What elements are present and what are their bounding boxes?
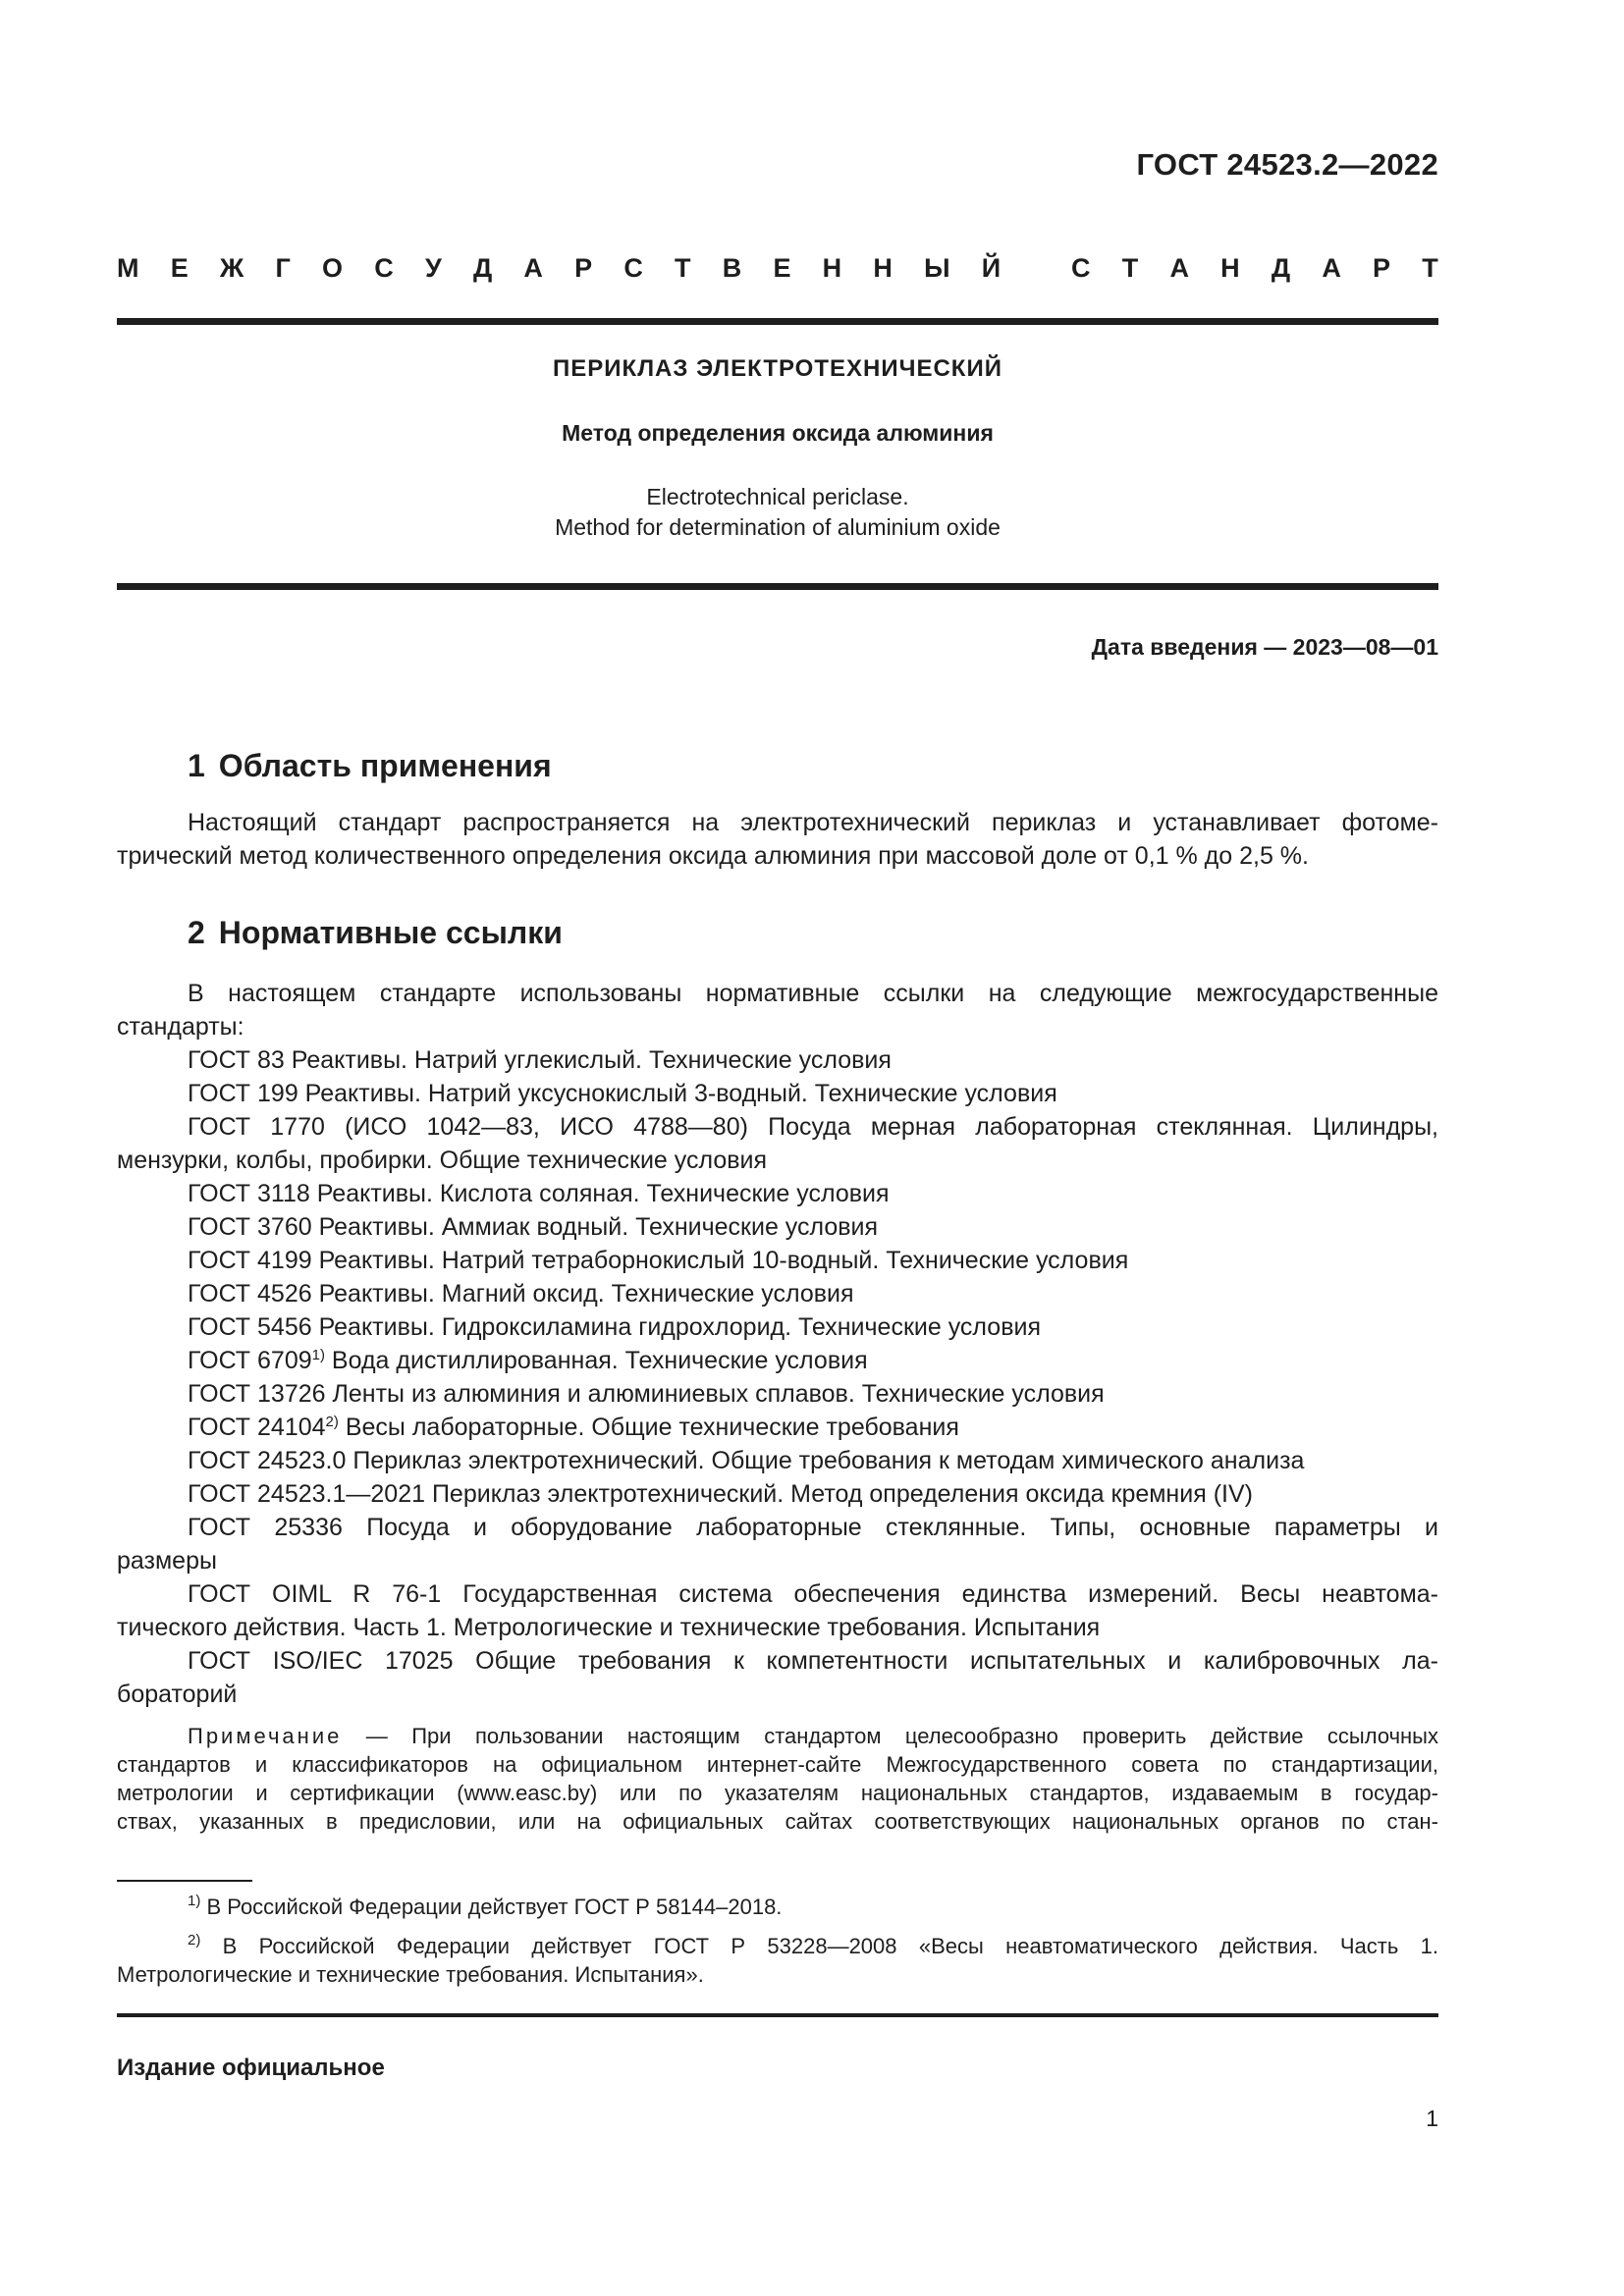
- heading-letter: С: [374, 253, 394, 283]
- section-1-heading: [188, 748, 552, 784]
- reference-item: ГОСТ 5456 Реактивы. Гидроксиламина гидрохлорид. Технические условия: [188, 1313, 1041, 1341]
- reference-item-continuation: бораторий: [117, 1681, 238, 1708]
- english-title-line2: Method for determination of aluminium oxide: [555, 514, 1001, 540]
- english-title-line1: Electrotechnical periclase.: [646, 484, 909, 509]
- reference-item: [188, 1344, 1438, 1377]
- reference-item: ГОСТ 4199 Реактивы. Натрий тетраборнокислый 10-водный. Технические условия: [188, 1247, 1129, 1274]
- document-title: ПЕРИКЛАЗ ЭЛЕКТРОТЕХНИЧЕСКИЙ: [553, 355, 1002, 382]
- reference-code: ГОСТ 24104: [188, 1414, 326, 1441]
- heading-letter: Е: [170, 253, 189, 283]
- footnote-2-continuation: Метрологические и технические требования. Испытания».: [117, 1962, 704, 1987]
- heading-letter: У: [424, 253, 442, 283]
- heading-letter: Н: [873, 253, 893, 283]
- heading-letter: Ы: [924, 253, 950, 283]
- reference-item: ГОСТ OIML R 76-1 Государственная система обеспечения единства измерений. Весы неавтома-: [188, 1580, 1438, 1608]
- heading-letter: А: [1322, 253, 1341, 283]
- reference-item: ГОСТ 24523.1—2021 Периклаз электротехнический. Метод определения оксида кремния (IV): [188, 1480, 1253, 1508]
- heading-letter: Ж: [219, 253, 244, 283]
- footnote-1: [188, 1893, 1438, 1921]
- reference-item: ГОСТ 4526 Реактивы. Магний оксид. Технические условия: [188, 1280, 854, 1308]
- reference-item-continuation: мензурки, колбы, пробирки. Общие технические условия: [117, 1147, 768, 1174]
- heading-letter: Т: [675, 253, 691, 283]
- footnote-marker: 2): [188, 1932, 201, 1949]
- reference-item: ГОСТ 83 Реактивы. Натрий углекислый. Технические условия: [188, 1046, 892, 1074]
- introduction-date: Дата введения — 2023—08—01: [1091, 634, 1438, 660]
- title-bottom-rule: [117, 583, 1438, 590]
- reference-title: Вода дистиллированная. Технические условия: [324, 1347, 868, 1374]
- note-line: метрологии и сертификации (www.easc.by) или по указателям национальных стандартов, издаваемым в государ-: [117, 1781, 1438, 1805]
- note-line: ствах, указанных в предисловии, или на официальных сайтах соответствующих национальных органов по стан-: [117, 1809, 1438, 1834]
- heading-letter: С: [1071, 253, 1091, 283]
- standard-type-heading: [117, 253, 1438, 284]
- section-title: Нормативные ссылки: [218, 915, 563, 950]
- reference-item-continuation: размеры: [117, 1547, 217, 1575]
- heading-letter: Й: [981, 253, 1001, 283]
- reference-item-continuation: тического действия. Часть 1. Метрологические и технические требования. Испытания: [117, 1614, 1101, 1641]
- note-text: — При пользовании настоящим стандартом целесообразно проверить действие ссылочных: [342, 1724, 1438, 1748]
- note-line: стандартов и классификаторов на официальном интернет-сайте Межгосударственного совета по стандартизации,: [117, 1752, 1438, 1777]
- edition-label: Издание официальное: [117, 2055, 385, 2081]
- document-subtitle: Метод определения оксида алюминия: [562, 420, 994, 446]
- heading-letter: Р: [1373, 253, 1391, 283]
- heading-letter: А: [1169, 253, 1189, 283]
- footer-rule: [117, 2013, 1438, 2017]
- heading-letter: Е: [773, 253, 791, 283]
- section-title: Область применения: [218, 748, 552, 783]
- standard-number: ГОСТ 24523.2—2022: [1136, 147, 1438, 182]
- section-2-intro-line-1: В настоящем стандарте использованы нормативные ссылки на следующие межгосударственные: [188, 980, 1438, 1007]
- section-2-heading: [188, 915, 563, 951]
- heading-letter: Р: [574, 253, 593, 283]
- document-page: [117, 0, 1438, 2296]
- reference-item: ГОСТ 24523.0 Периклаз электротехнический. Общие требования к методам химического анализа: [188, 1447, 1305, 1474]
- footnote-2: [188, 1932, 1438, 1960]
- reference-item: ГОСТ 199 Реактивы. Натрий уксуснокислый 3-водный. Технические условия: [188, 1080, 1057, 1107]
- note-line-1: [188, 1722, 1438, 1750]
- word-gap: [1032, 253, 1040, 284]
- reference-title: Весы лабораторные. Общие технические требования: [338, 1414, 959, 1441]
- footnote-marker: 1): [188, 1893, 201, 1909]
- section-number: 2: [188, 915, 205, 950]
- heading-letter: С: [623, 253, 643, 283]
- heading-letter: В: [722, 253, 742, 283]
- reference-item: ГОСТ 3118 Реактивы. Кислота соляная. Технические условия: [188, 1180, 890, 1207]
- heading-letter: Т: [1121, 253, 1139, 283]
- section-2-intro-line-2: стандарты:: [117, 1013, 244, 1041]
- top-rule: [117, 318, 1438, 325]
- reference-item: ГОСТ 3760 Реактивы. Аммиак водный. Технические условия: [188, 1213, 879, 1241]
- heading-letter: М: [117, 253, 139, 283]
- section-number: 1: [188, 748, 205, 783]
- reference-item: ГОСТ ISO/IEC 17025 Общие требования к компетентности испытательных и калибровочных ла-: [188, 1647, 1438, 1675]
- heading-letter: Т: [1422, 253, 1438, 283]
- footnote-text: В Российской Федерации действует ГОСТ Р 58144–2018.: [200, 1895, 783, 1919]
- reference-item: ГОСТ 13726 Ленты из алюминия и алюминиевых сплавов. Технические условия: [188, 1380, 1105, 1408]
- heading-letter: Д: [1271, 253, 1291, 283]
- footnote-separator: [117, 1880, 252, 1882]
- footnote-marker: 2): [325, 1414, 339, 1430]
- heading-letter: Д: [472, 253, 493, 283]
- heading-letter: Г: [275, 253, 291, 283]
- section-1-line-2: трический метод количественного определения оксида алюминия при массовой доле от 0,1 % до 2,5 %.: [117, 842, 1309, 870]
- reference-code: ГОСТ 6709: [188, 1347, 312, 1374]
- heading-letter: Н: [822, 253, 842, 283]
- footnote-marker: 1): [311, 1347, 325, 1363]
- heading-letter: О: [322, 253, 344, 283]
- reference-item: [188, 1411, 1438, 1444]
- heading-letter: А: [523, 253, 543, 283]
- page-number: 1: [1426, 2106, 1438, 2131]
- footnote-text: В Российской Федерации действует ГОСТ Р 53228—2008 «Весы неавтоматического действия. Часть 1.: [200, 1934, 1438, 1958]
- heading-letter: Н: [1220, 253, 1240, 283]
- note-label: Примечание: [188, 1724, 343, 1748]
- reference-item: ГОСТ 25336 Посуда и оборудование лабораторные стеклянные. Типы, основные параметры и: [188, 1514, 1438, 1541]
- section-1-line-1: Настоящий стандарт распространяется на электротехнический периклаз и устанавливает фотоме-: [188, 809, 1438, 836]
- reference-item: ГОСТ 1770 (ИСО 1042—83, ИСО 4788—80) Посуда мерная лабораторная стеклянная. Цилиндры,: [188, 1113, 1438, 1141]
